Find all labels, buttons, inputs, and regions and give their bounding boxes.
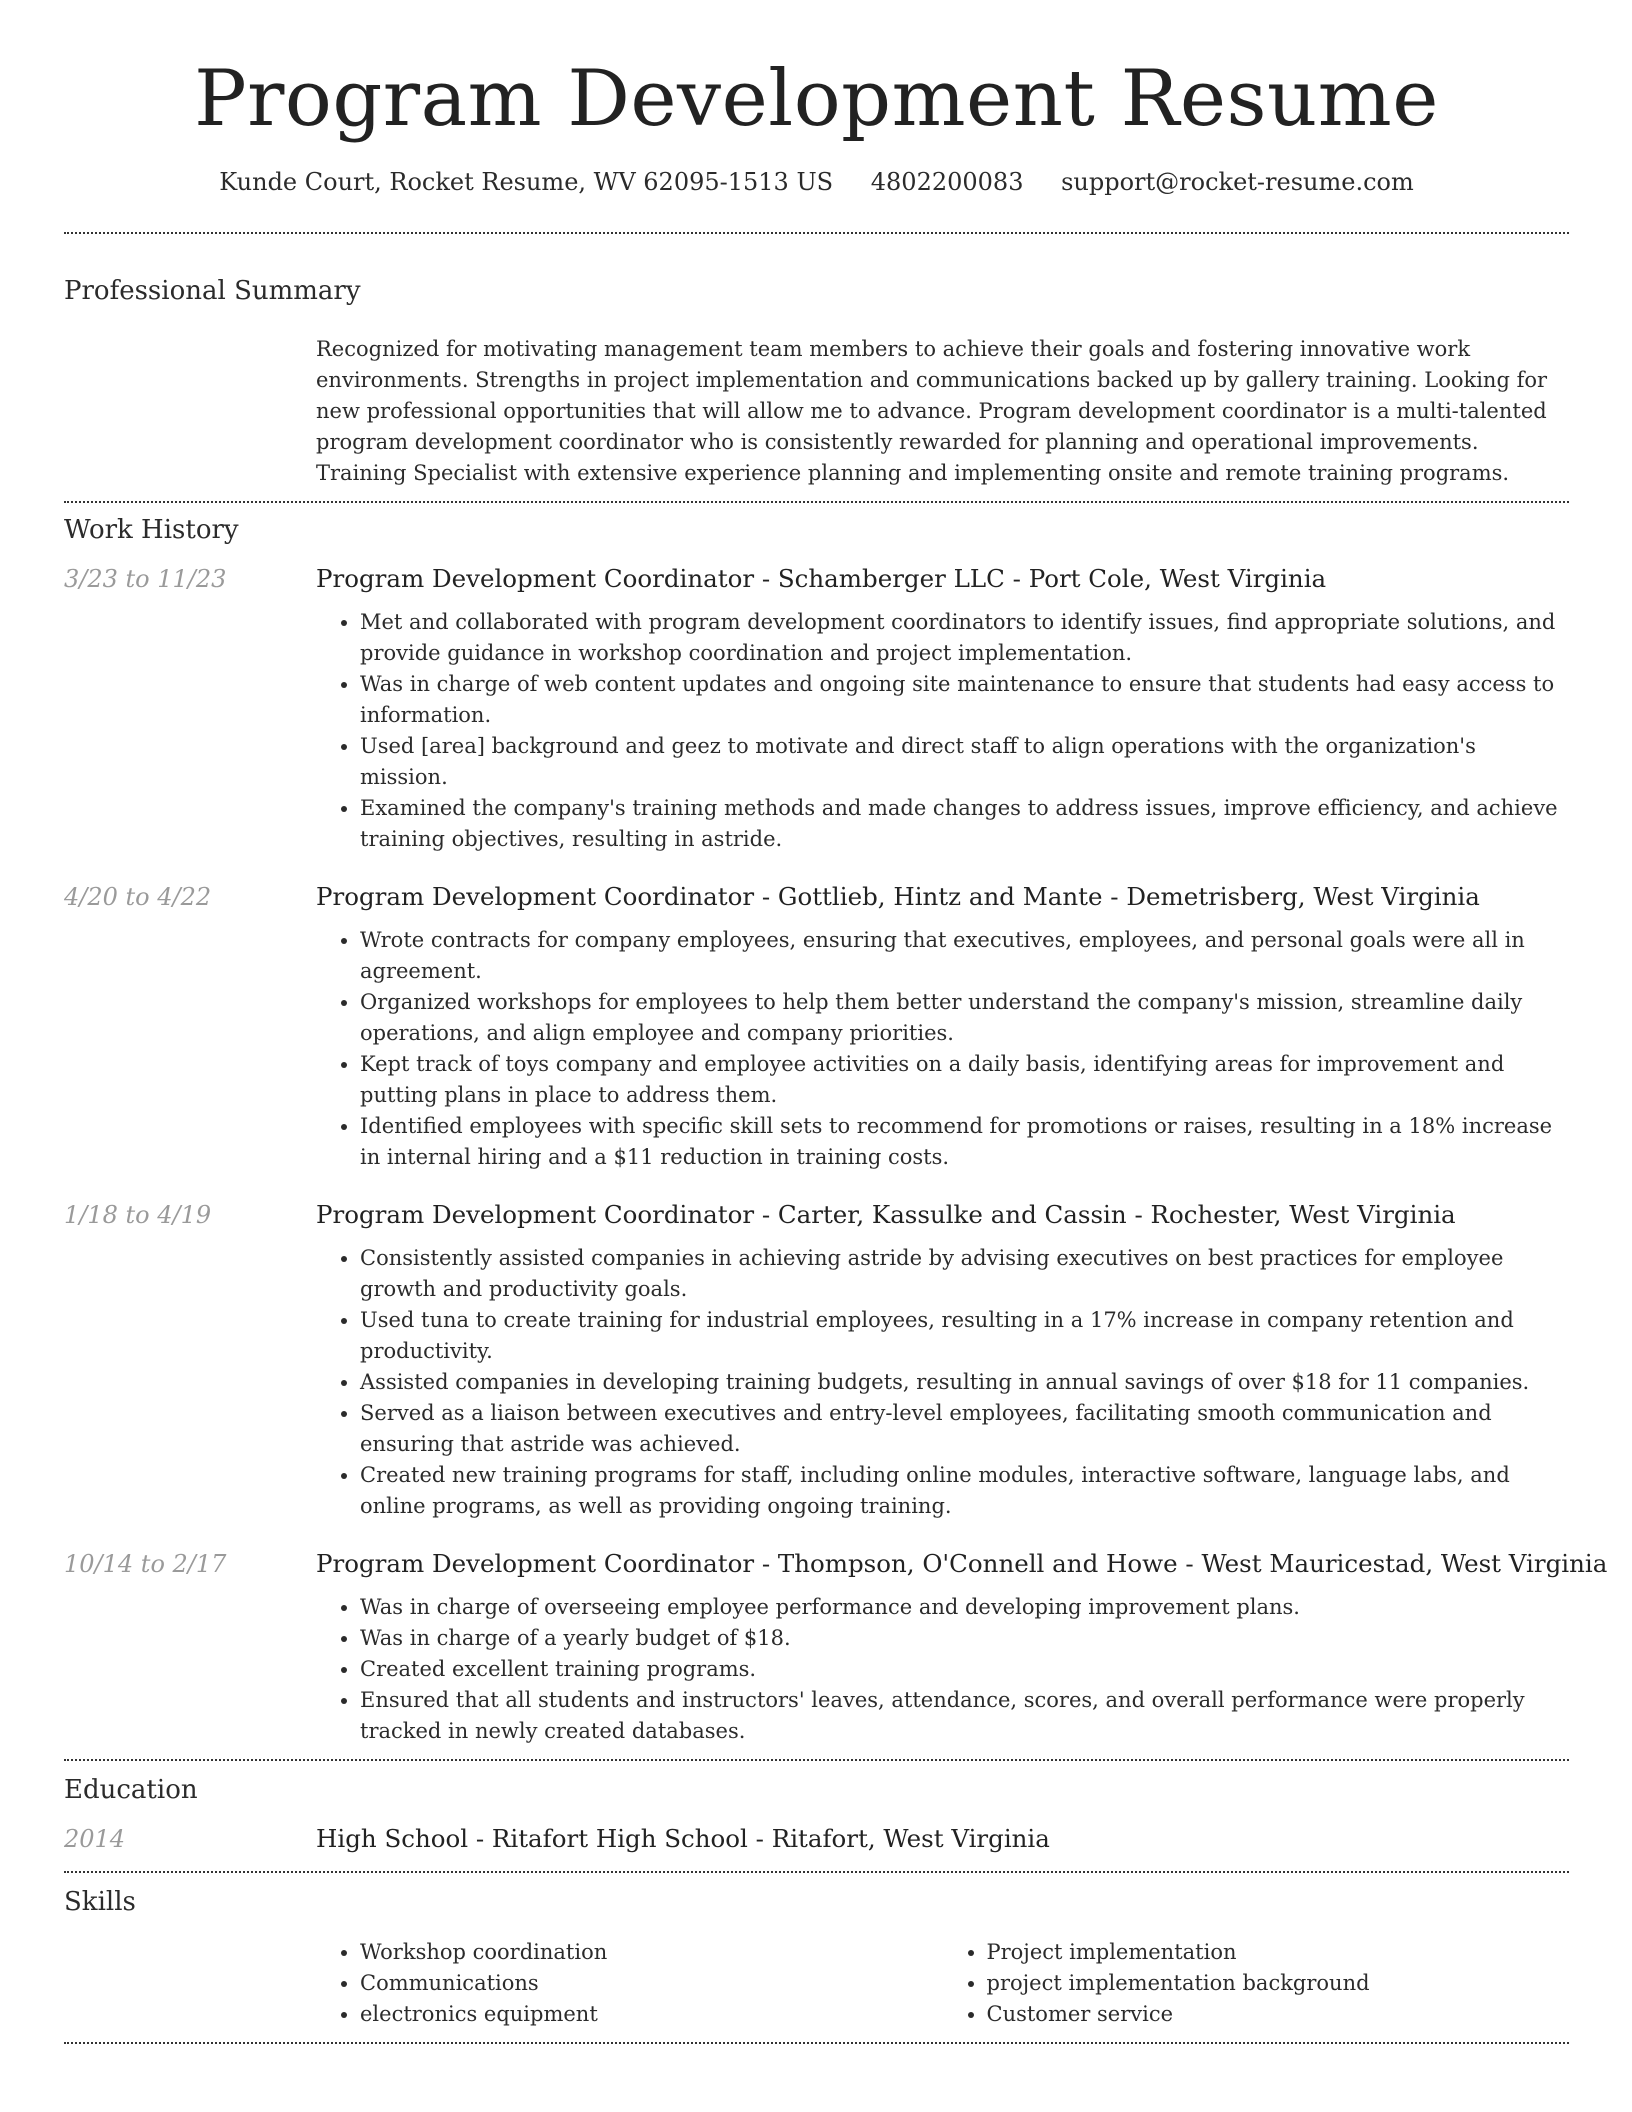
skill-item: • Workshop coordination: [360, 1937, 943, 1968]
job-bullet: • Assisted companies in developing training budgets, resulting in annual savings of over $18 for 11 companies.: [360, 1367, 1569, 1398]
job-bullet: • Wrote contracts for company employees, ensuring that executives, employees, and personal goals were all in agreement.: [360, 925, 1569, 987]
education-entry: [64, 1823, 1569, 1855]
job-bullets: [316, 1243, 1569, 1522]
job-body: [316, 1199, 1569, 1522]
job-dates: 10/14 to 2/17: [64, 1550, 227, 1578]
job-entry: [64, 563, 1569, 855]
resume-page: [64, 0, 1608, 2044]
job-bullets: [316, 1592, 1607, 1747]
skill-item: • project implementation background: [987, 1968, 1570, 1999]
job-bullets: [316, 925, 1569, 1173]
job-bullet: • Used [area] background and geez to motivate and direct staff to align operations with the organization's mission.: [360, 731, 1569, 793]
job-heading: Program Development Coordinator - Carter, Kassulke and Cassin - Rochester, West Virginia: [316, 1200, 1456, 1229]
job-bullet: • Was in charge of overseeing employee performance and developing improvement plans.: [360, 1592, 1607, 1623]
section-divider: [64, 2042, 1569, 2044]
job-bullet: • Kept track of toys company and employee activities on a daily basis, identifying areas for improvement and putting plans in place to address them.: [360, 1049, 1569, 1111]
job-entry: [64, 1548, 1608, 1759]
skill-item: • Communications: [360, 1968, 943, 1999]
skills-column-left: [316, 1937, 943, 2030]
job-bullet: • Examined the company's training methods and made changes to address issues, improve efficiency, and achieve training objectives, resulting in astride.: [360, 793, 1569, 855]
job-bullet: • Ensured that all students and instructors' leaves, attendance, scores, and overall performance were properly tracked in newly created databases.: [360, 1685, 1607, 1747]
job-bullet: • Used tuna to create training for industrial employees, resulting in a 17% increase in company retention and productivity.: [360, 1305, 1569, 1367]
skill-item: • Project implementation: [987, 1937, 1570, 1968]
contact-address: Kunde Court, Rocket Resume, WV 62095-1513 US: [219, 168, 834, 196]
job-heading: Program Development Coordinator - Thompson, O'Connell and Howe - West Mauricestad, West Virginia: [316, 1549, 1608, 1578]
education-body: [316, 1823, 1569, 1855]
job-body: [316, 1548, 1607, 1759]
contact-phone: 4802200083: [870, 168, 1024, 196]
job-bullet: • Created new training programs for staff, including online modules, interactive software, language labs, and online programs, as well as providing ongoing training.: [360, 1460, 1569, 1522]
job-heading: Program Development Coordinator - Gottlieb, Hintz and Mante - Demetrisberg, West Virginia: [316, 882, 1480, 911]
contact-email: support@rocket-resume.com: [1061, 168, 1414, 196]
job-bullet: • Identified employees with specific skill sets to recommend for promotions or raises, resulting in a 18% increase in internal hiring and a $11 reduction in training costs.: [360, 1111, 1569, 1173]
job-bullet: • Created excellent training programs.: [360, 1654, 1607, 1685]
job-dates: 1/18 to 4/19: [64, 1201, 212, 1229]
section-divider: [64, 232, 1569, 234]
job-bullet: • Organized workshops for employees to help them better understand the company's mission, streamline daily operations, and align employee and company priorities.: [360, 987, 1569, 1049]
job-entry: [64, 881, 1569, 1173]
resume-title: Program Development Resume: [194, 54, 1439, 144]
skills-section-title: Skills: [64, 1887, 136, 1917]
section-divider: [64, 1871, 1569, 1873]
job-dates: 4/20 to 4/22: [64, 883, 212, 911]
section-divider: [64, 1759, 1569, 1761]
job-bullet: • Served as a liaison between executives and entry-level employees, facilitating smooth communication and ensuring that astride was achieved.: [360, 1398, 1569, 1460]
job-bullet: • Was in charge of a yearly budget of $18.: [360, 1623, 1607, 1654]
job-heading: Program Development Coordinator - Schamberger LLC - Port Cole, West Virginia: [316, 564, 1327, 593]
education-heading: High School - Ritafort High School - Ritafort, West Virginia: [316, 1824, 1050, 1853]
work-history-section-title: Work History: [64, 515, 239, 545]
education-year: 2014: [64, 1825, 126, 1853]
summary-text: Recognized for motivating management team members to achieve their goals and fostering innovative work environments. Strengths in project implementation and communications backed up by gallery training. Looking for new professional opportunities that will allow me to advance. Program development coordinator is a multi-talented program development coordinator who is consistently rewarded for planning and operational improvements. Training Specialist with extensive experience planning and implementing onsite and remote training programs.: [316, 337, 1548, 485]
contact-line: [64, 168, 1569, 196]
job-body: [316, 563, 1569, 855]
job-bullet: • Met and collaborated with program development coordinators to identify issues, find appropriate solutions, and provide guidance in workshop coordination and project implementation.: [360, 607, 1569, 669]
skill-item: • electronics equipment: [360, 1999, 943, 2030]
skill-item: • Customer service: [987, 1999, 1570, 2030]
job-entry: [64, 1199, 1569, 1522]
job-dates: 3/23 to 11/23: [64, 565, 227, 593]
education-section-title: Education: [64, 1775, 198, 1805]
skills-list: [316, 1937, 1569, 2030]
job-bullet: • Was in charge of web content updates and ongoing site maintenance to ensure that students had easy access to information.: [360, 669, 1569, 731]
job-bullet: • Consistently assisted companies in achieving astride by advising executives on best practices for employee growth and productivity goals.: [360, 1243, 1569, 1305]
job-body: [316, 881, 1569, 1173]
job-bullets: [316, 607, 1569, 855]
section-divider: [64, 501, 1569, 503]
summary-section-title: Professional Summary: [64, 276, 361, 306]
skills-column-right: [943, 1937, 1570, 2030]
